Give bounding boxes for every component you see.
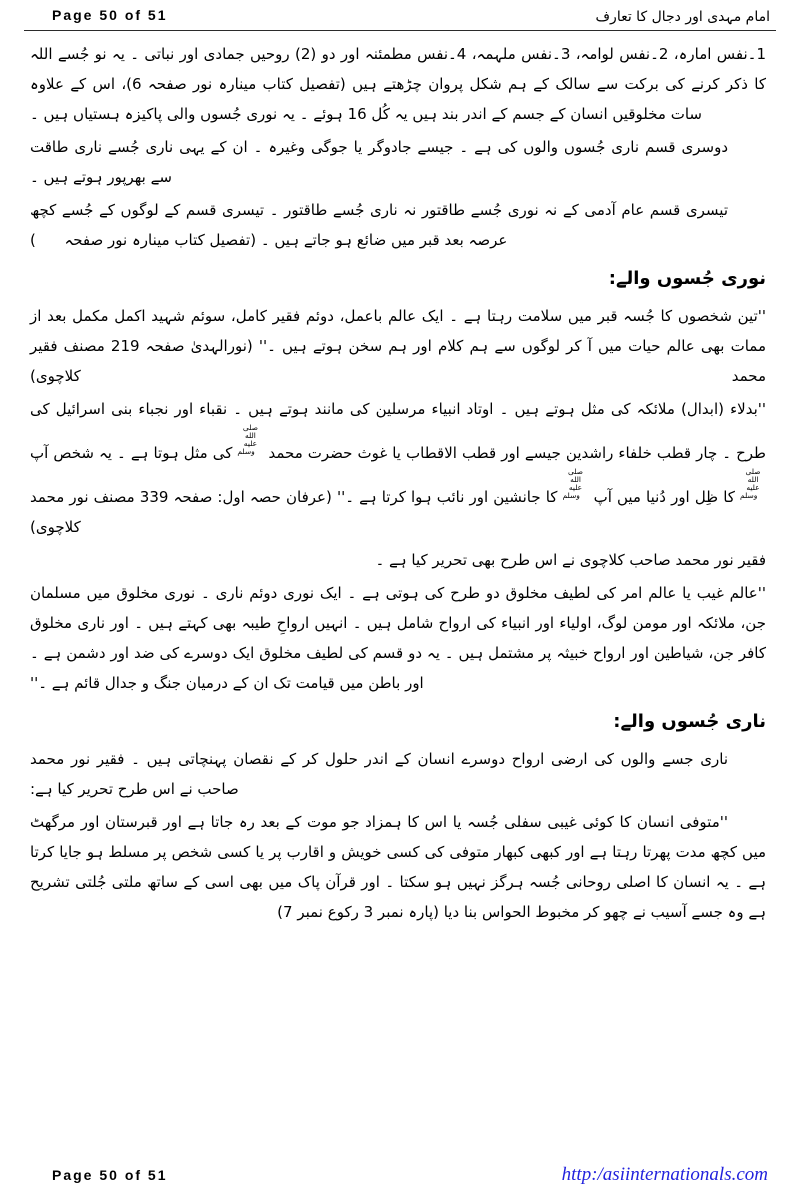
header-page-number: Page 50 of 51	[52, 7, 168, 23]
paragraph: تیسری قسم عام آدمی کے نہ نوری جُسے طاقتور نہ ناری جُسے طاقتور ۔ تیسری قسم کے لوگوں کے جُسے کچھ عرصہ بعد قبر میں ضائع ہو جاتے ہیں ۔ (تفصیل کتاب مینارہ نور صفحہ )	[30, 201, 728, 249]
section-heading: نوری جُسوں والے:	[608, 268, 766, 289]
document-body	[0, 31, 800, 927]
header-book-title: امام مہدی اور دجال کا تعارف	[595, 9, 770, 25]
paragraph: ''بدلاء (ابدال) ملائکہ کی مثل ہوتے ہیں ۔ اوتاد انبیاء مرسلین کی مانند ہوتے ہیں ۔ نقباء اور نجباء بنی اسرائیل کی طرح ۔ چار قطب خلفاء راشدین جیسے اور قطب الاقطاب یا غوث حضرت محمد صلى الله عليه وسلم کی مثل ہوتا ہے ۔ یہ شخص آپ صلى الله عليه وسلم کا ظِل اور دُنیا میں آپ صلى الله عليه وسلم کا جانشین اور نائب ہوا کرتا ہے ۔'' (عرفان حصہ اول: صفحہ 339 مصنف نور محمد کلاچوی)	[30, 400, 766, 536]
page-footer	[0, 1164, 800, 1186]
sallallahu-alaihi-wasallam-mark: صلى الله عليه وسلم	[562, 467, 584, 500]
website-link[interactable]: http:/asiinternationals.com	[561, 1164, 768, 1185]
page-header	[0, 0, 800, 25]
paragraph: دوسری قسم ناری جُسوں والوں کی ہے ۔ جیسے جادوگر یا جوگی وغیرہ ۔ ان کے یہی ناری جُسے ناری طاقت سے بھرپور ہوتے ہیں ۔	[30, 138, 728, 186]
paragraph: ناری جسے والوں کی ارضی ارواح دوسرے انسان کے اندر حلول کر کے نقصان پہنچاتی ہیں ۔ فقیر نور محمد صاحب نے اس طرح تحریر کیا ہے:	[30, 750, 728, 798]
paragraph: 1۔نفس امارہ، 2۔نفس لوامہ، 3۔نفس ملہمہ، 4۔نفس مطمئنہ اور دو (2) روحیں جمادی اور نباتی ۔ یہ نو جُسے اللہ کا ذکر کرنے کی برکت سے سالک کے ہم شکل پروان چڑھتے ہیں (تفصیل کتاب مینارہ نور صفحہ 6)، اس کے علاوہ سات مخلوقیں انسان کے جسم کے اندر بند ہیں یہ کُل 16 ہوئے ۔ یہ نوری جُسوں والی پاکیزہ ہستیاں ہیں ۔	[30, 45, 767, 123]
paragraph: ''عالم غیب یا عالم امر کی لطیف مخلوق دو طرح کی ہوتی ہے ۔ ایک نوری دوئم ناری ۔ نوری مخلوق میں مسلمان جن، ملائکہ اور مومن لوگ، اولیاء اور انبیاء کی ارواح شامل ہیں ۔ انہیں ارواحِ طیبہ بھی کہتے ہیں ۔ اور ناری مخلوق کافر جن، شیاطین اور ارواح خبیثہ پر مشتمل ہیں ۔ یہ دو قسم کی لطیف مخلوق ایک دوسرے کی ضد اور دشمن ہے ۔ اور باطن میں قیامت تک ان کے درمیان جنگ و جدال قائم ہے ۔''	[30, 584, 766, 692]
sallallahu-alaihi-wasallam-mark: صلى الله عليه وسلم	[237, 423, 258, 456]
paragraph: فقیر نور محمد صاحب کلاچوی نے اس طرح بھی تحریر کیا ہے ۔	[375, 551, 766, 569]
paragraph: ''تین شخصوں کا جُسہ قبر میں سلامت رہتا ہے ۔ ایک عالم باعمل، دوئم فقیر کامل، سوئم شہید اکمل مکمل بعد از ممات بھی عالم حیات میں آ کر لوگوں سے ہم کلام اور ہم سخن ہوتے ہیں ۔'' (نورالہدیٰ صفحہ 219 مصنف فقیر محمد کلاچوی)	[30, 307, 766, 385]
section-heading: ناری جُسوں والے:	[613, 711, 766, 732]
footer-page-number: Page 50 of 51	[52, 1167, 168, 1183]
paragraph: ''متوفی انسان کا کوئی غیبی سفلی جُسہ یا اس کا ہمزاد جو موت کے بعد رہ جاتا ہے اور قبرستان اور مرگھٹ میں کچھ مدت پھرتا رہتا ہے اور کبھی کبھار متوفی کی کسی خویش و اقارب پر یا کسی شخص پر مسلط ہو جایا کرتا ہے ۔ یہ انسان کا اصلی روحانی جُسہ ہرگز نہیں ہو سکتا ۔ اور قرآن پاک میں بھی اسی کے ساتھ ملتی جُلتی تشریح ہے وہ جسے آسیب نے چھو کر مخبوط الحواس بنا دیا (پارہ نمبر 3 رکوع نمبر 7)	[30, 813, 766, 921]
sallallahu-alaihi-wasallam-mark: صلى الله عليه وسلم	[740, 467, 761, 500]
